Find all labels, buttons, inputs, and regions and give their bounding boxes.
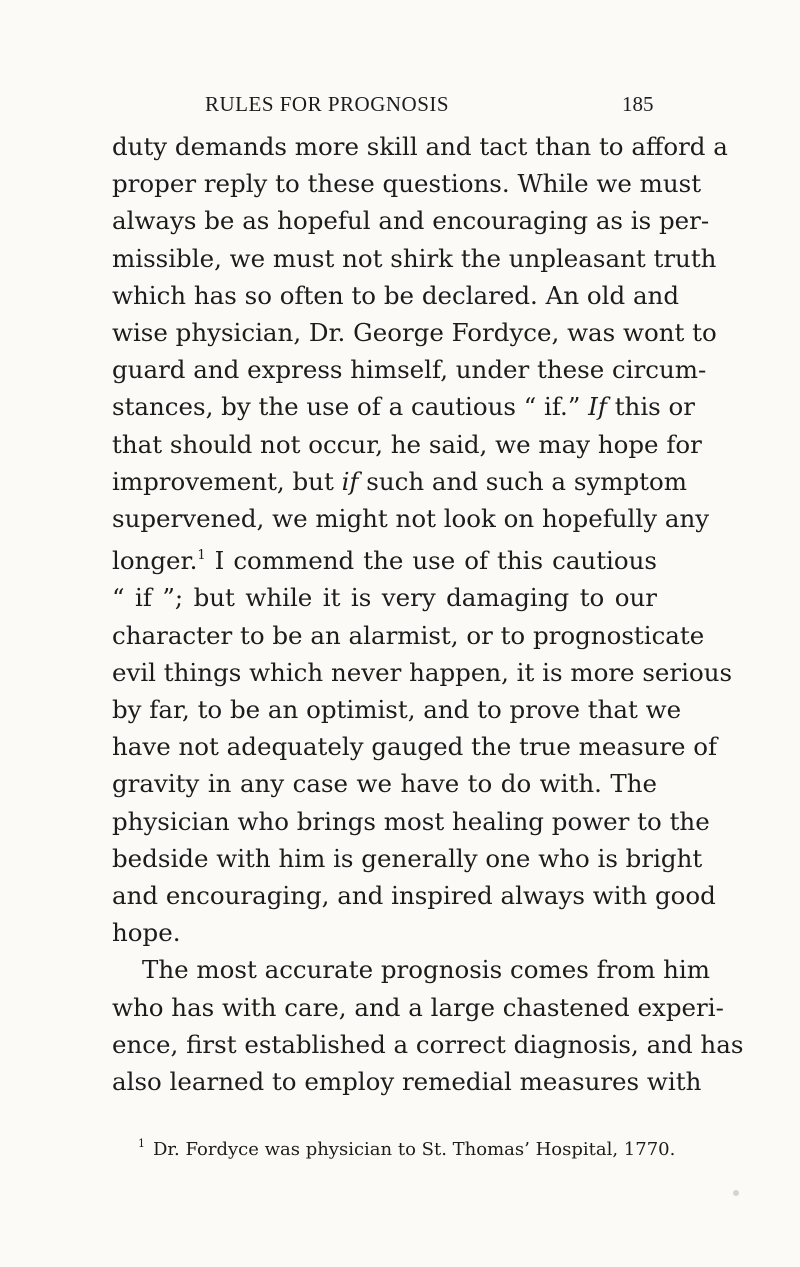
italic-word: If (588, 392, 607, 422)
text-segment: improvement, but (112, 466, 342, 496)
text-segment: such and such a symptom (358, 466, 687, 496)
text-line: The most accurate prognosis comes from him (142, 955, 710, 985)
text-line: have not adequately gauged the true measure of (112, 732, 718, 762)
text-line: which has so often to be declared. An old and (112, 280, 680, 310)
text-line: physician who brings most healing power to the (112, 806, 710, 836)
text-segment: this or (606, 392, 695, 422)
text-line: missible, we must not shirk the unpleasant truth (112, 243, 717, 273)
text-line-with-italic (112, 463, 687, 500)
page-number: 185 (622, 92, 654, 116)
text-line: “ if ”; but while it is very damaging to our (112, 583, 657, 613)
text-line: bedside with him is generally one who is bright (112, 843, 703, 873)
text-line: hope. (112, 918, 181, 948)
text-segment: longer. (112, 546, 198, 576)
text-line: always be as hopeful and encouraging as is per- (112, 206, 710, 236)
paper-speck (733, 1190, 739, 1196)
text-line: by far, to be an optimist, and to prove that we (112, 695, 682, 725)
text-line: and encouraging, and inspired always with good (112, 881, 716, 911)
text-line: also learned to employ remedial measures with (112, 1067, 702, 1097)
text-segment: I commend the use of this cautious (214, 546, 657, 576)
footnote-marker: 1 (138, 1137, 145, 1150)
footnote-text: Dr. Fordyce was physician to St. Thomas’ Hospital, 1770. (153, 1139, 676, 1160)
running-head: RULES FOR PROGNOSIS (205, 92, 450, 116)
text-line: ence, first established a correct diagnosis, and has (112, 1029, 744, 1059)
italic-word: if (341, 466, 359, 496)
text-line-with-footnote (112, 537, 657, 579)
text-line: proper reply to these questions. While we must (112, 169, 702, 199)
text-line: supervened, we might not look on hopefully any (112, 504, 710, 534)
text-line: guard and express himself, under these circum- (112, 355, 707, 385)
body-text (112, 128, 744, 1100)
text-line: character to be an alarmist, or to prognosticate (112, 620, 705, 650)
footnote-reference: 1 (197, 548, 206, 564)
text-line: gravity in any case we have to do with. The (112, 769, 657, 799)
text-segment: stances, by the use of a cautious “ if.” (112, 392, 589, 422)
text-line: wise physician, Dr. George Fordyce, was wont to (112, 318, 717, 348)
text-line: duty demands more skill and tact than to afford a (112, 132, 728, 161)
text-line-with-italic (112, 388, 695, 425)
text-line: that should not occur, he said, we may hope for (112, 429, 702, 459)
text-line: evil things which never happen, it is more serious (112, 657, 733, 687)
text-line: who has with care, and a large chastened experi- (112, 992, 724, 1022)
footnote (138, 1137, 676, 1160)
